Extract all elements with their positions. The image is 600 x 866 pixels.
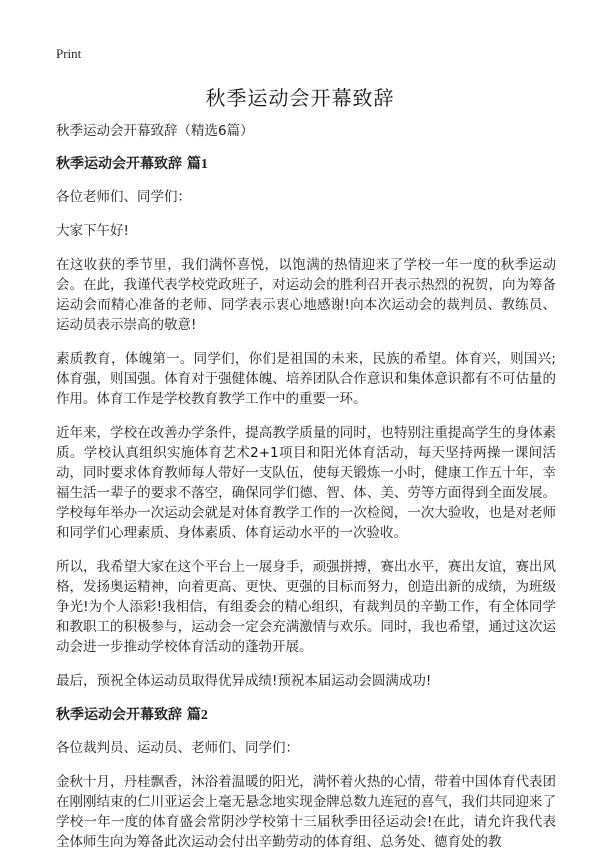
section-heading-title: 秋季运动会开幕致辞	[56, 156, 182, 172]
paragraph: 近年来，学校在改善办学条件，提高教学质量的同时，也特别注重提高学生的身体素质。学校认真组织实施体育艺术2+1项目和阳光体育活动，每天坚持两操一课间活动，同时要求体育教师每人带好一支队伍，使每天锻炼一小时，健康工作五十年，幸福生活一辈子的要求不落空，确保同学们德、智、体、美、劳等方面得到全面发展。学校每年举办一次运动会就是对体育教学工作的一次检阅，一次大验收，也是对老师和同学们心理素质、身体素质、体育运动水平的一次验收。	[56, 425, 556, 541]
print-link[interactable]: Print	[56, 46, 82, 61]
section-heading-number: 篇1	[186, 157, 208, 172]
section-heading	[56, 154, 556, 175]
section-heading-number: 篇2	[186, 708, 208, 723]
document-body	[56, 121, 556, 866]
paragraph: 在这收获的季节里，我们满怀喜悦，以饱满的热情迎来了学校一年一度的秋季运动会。在此，我谨代表学校党政班子，对运动会的胜利召开表示热烈的祝贺，向为筹备运动会而精心准备的老师、同学表示衷心地感谢!向本次运动会的裁判员、教练员、运动员表示崇高的敬意!	[56, 257, 556, 333]
paragraph: 大家下午好!	[56, 223, 129, 239]
paragraph: 最后，预祝全体运动员取得优异成绩!预祝本届运动会圆满成功!	[56, 673, 432, 689]
paragraph: 素质教育，体魄第一。同学们，你们是祖国的未来，民族的希望。体育兴，则国兴;体育强，则国强。体育对于强健体魄、培养团队合作意识和集体意识都有不可估量的作用。体育工作是学校教育教学工作中的重要一环。	[56, 351, 556, 407]
paragraph: 各位老师们、同学们：	[56, 189, 191, 205]
section-heading-title: 秋季运动会开幕致辞	[56, 707, 182, 723]
paragraph: 金秋十月，丹桂飘香，沐浴着温暖的阳光，满怀着火热的心情，带着中国体育代表团在刚刚结束的仁川亚运会上毫无悬念地实现金牌总数九连冠的喜气，我们共同迎来了学校一年一度的体育盛会常阴沙学校第十三届秋季田径运动会!在此，请允许我代表全体师生向为筹备此次运动会付出辛勤劳动的体育组、总务处、德育处的教	[56, 774, 556, 850]
paragraph: 各位裁判员、运动员、老师们、同学们：	[56, 740, 299, 756]
paragraph: 所以，我希望大家在这个平台上一展身手，顽强拼搏，赛出水平，赛出友谊，赛出风格，发扬奥运精神，向着更高、更快、更强的目标而努力，创造出新的成绩，为班级争光!为个人添彩!我相信，有组委会的精心组织，有裁判员的辛勤工作，有全体同学和教职工的积极参与，运动会一定会充满激情与欢乐。同时，我也希望，通过这次运动会进一步推动学校体育活动的蓬勃开展。	[56, 559, 556, 655]
section-heading	[56, 705, 556, 726]
document-subtitle: 秋季运动会开幕致辞（精选6篇）	[56, 123, 254, 139]
page-title: 秋季运动会开幕致辞	[205, 86, 395, 110]
